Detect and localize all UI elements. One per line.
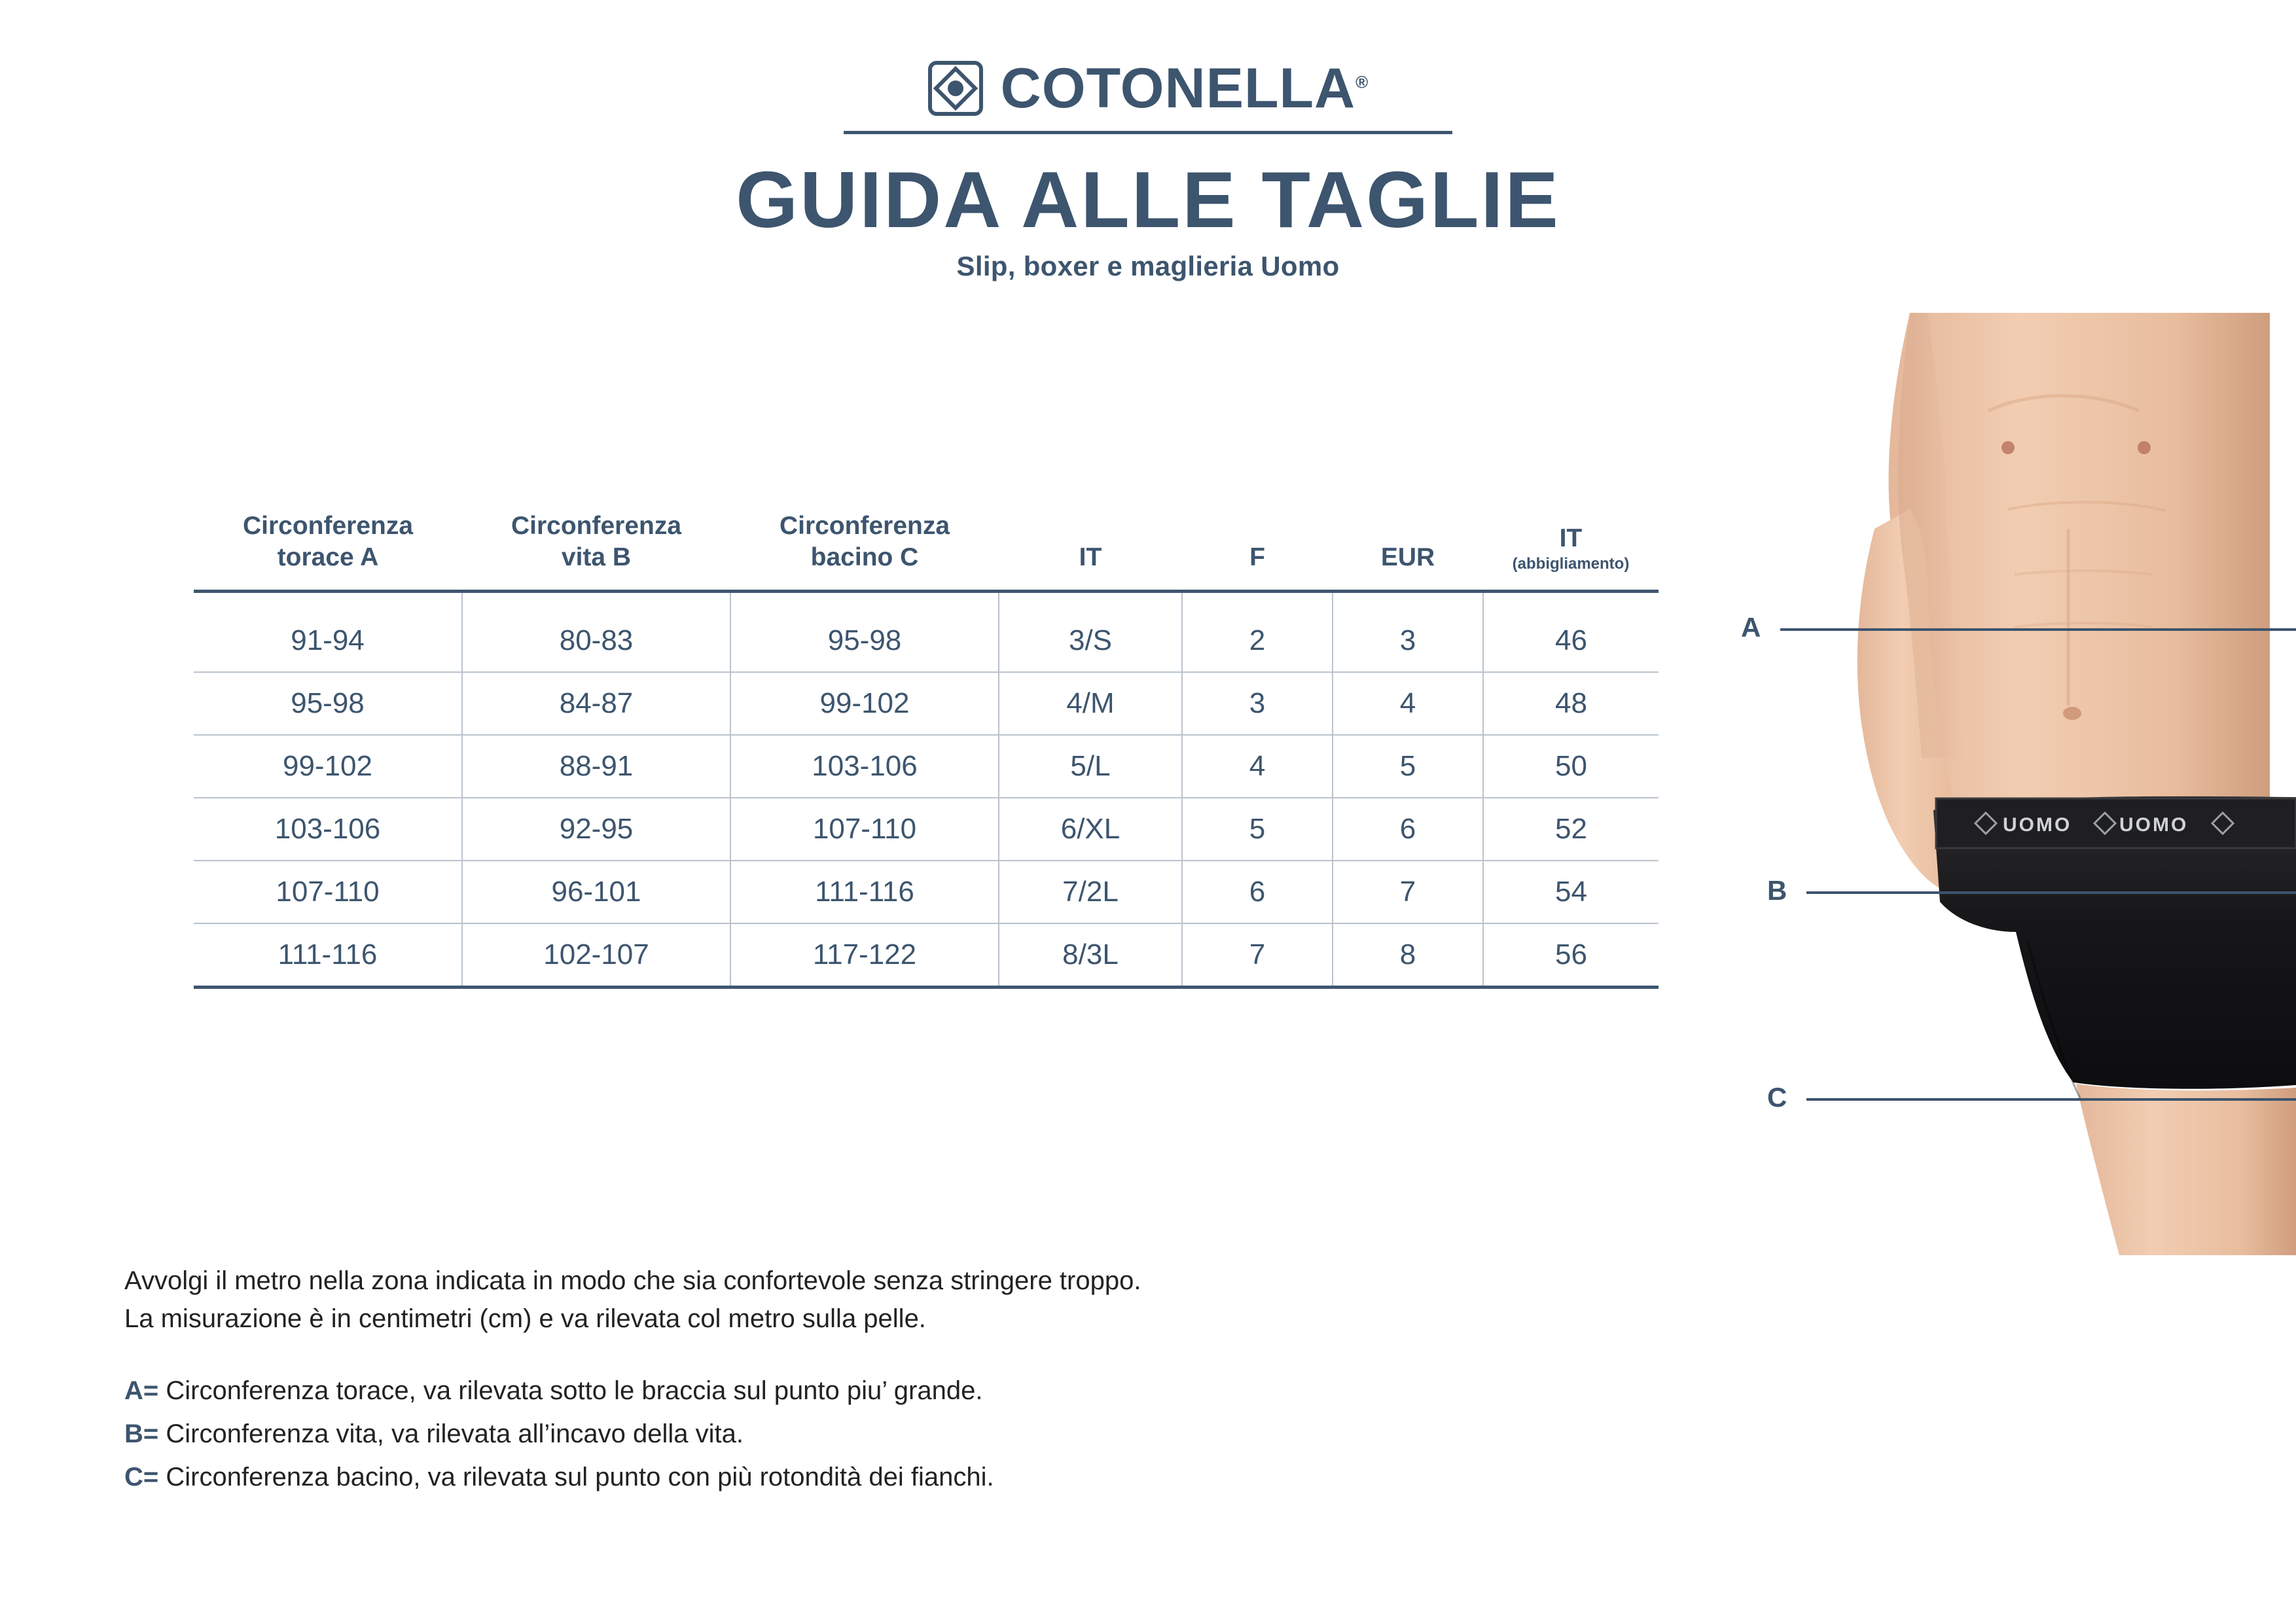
cell-it-abbigliamento: 50: [1483, 735, 1659, 798]
cell-hip: 99-102: [730, 672, 999, 735]
cell-f: 7: [1182, 923, 1333, 988]
column-header-it: IT: [1079, 543, 1102, 571]
cell-waist: 80-83: [462, 592, 730, 673]
cell-waist: 102-107: [462, 923, 730, 988]
cell-f: 2: [1182, 592, 1333, 673]
legend-item-a: [124, 1373, 1695, 1408]
cell-chest: 111-116: [278, 938, 378, 971]
cell-it-abbigliamento: 46: [1483, 592, 1659, 673]
cell-f: 3: [1182, 672, 1333, 735]
cell-waist: 84-87: [462, 672, 730, 735]
page-subtitle: Slip, boxer e maglieria Uomo: [956, 251, 1340, 282]
cell-it: 7/2L: [999, 861, 1182, 923]
cell-it-abbigliamento: 54: [1483, 861, 1659, 923]
cell-eur: 7: [1333, 861, 1483, 923]
instruction-line-1: Avvolgi il metro nella zona indicata in modo che sia confortevole senza stringere troppo.: [124, 1266, 1141, 1295]
column-header-f: F: [1249, 543, 1265, 571]
cell-it: 8/3L: [999, 923, 1182, 988]
legend-key-b: B=: [124, 1419, 159, 1448]
cell-chest: 91-94: [291, 624, 365, 657]
size-table-head: [194, 510, 1659, 592]
cell-it: 6/XL: [999, 798, 1182, 861]
cell-it-abbigliamento: 48: [1483, 672, 1659, 735]
cell-eur: 3: [1333, 592, 1483, 673]
column-header-hip: Circonferenza bacino C: [779, 512, 950, 571]
table-row: [194, 735, 1659, 798]
cell-eur: 6: [1333, 798, 1483, 861]
cell-eur: 8: [1333, 923, 1483, 988]
table-row: [194, 861, 1659, 923]
cell-waist: 92-95: [462, 798, 730, 861]
waistband-logo-text-2: UOMO: [2119, 814, 2189, 836]
measure-line-a: [1780, 628, 2296, 631]
measure-label-a: A: [1741, 612, 1761, 643]
cell-hip: 111-116: [730, 861, 999, 923]
cell-it-abbigliamento: 56: [1483, 923, 1659, 988]
cell-f: 4: [1182, 735, 1333, 798]
legend-key-c: C=: [124, 1463, 159, 1491]
instruction-line-2: La misurazione è in centimetri (cm) e va rilevata col metro sulla pelle.: [124, 1304, 926, 1333]
legend-item-b: [124, 1416, 1695, 1452]
cell-hip: 107-110: [730, 798, 999, 861]
page-title: GUIDA ALLE TAGLIE: [736, 155, 1560, 244]
measure-label-b: B: [1767, 875, 1787, 906]
cell-chest: 99-102: [282, 750, 372, 783]
waistband-logo-text-1: UOMO: [2003, 814, 2072, 836]
header-divider: [844, 131, 1452, 134]
cell-it: 4/M: [999, 672, 1182, 735]
instructions-block: [124, 1263, 1695, 1503]
legend-block: [124, 1373, 1695, 1495]
measure-line-b: [1806, 891, 2296, 894]
table-row: [194, 592, 1659, 673]
table-row: [194, 923, 1659, 988]
page-header: [0, 0, 2296, 282]
cell-it: 5/L: [999, 735, 1182, 798]
cell-eur: 4: [1333, 672, 1483, 735]
column-header-chest: Circonferenza torace A: [242, 512, 414, 571]
column-header-it-abbigliamento: IT (abbigliamento): [1512, 524, 1630, 573]
cotonella-diamond-logo-icon: [927, 60, 984, 116]
cell-waist: 96-101: [462, 861, 730, 923]
cell-chest: 107-110: [276, 876, 380, 908]
size-table: [194, 510, 1659, 989]
legend-key-a: A=: [124, 1376, 159, 1405]
cell-chest: 95-98: [291, 687, 365, 720]
cell-f: 6: [1182, 861, 1333, 923]
column-header-waist: Circonferenza vita B: [511, 512, 682, 571]
cell-it-abbigliamento: 52: [1483, 798, 1659, 861]
table-row: [194, 798, 1659, 861]
size-table-container: [194, 510, 1659, 989]
cell-hip: 95-98: [730, 592, 999, 673]
legend-text-a: Circonferenza torace, va rilevata sotto le braccia sul punto piu’ grande.: [166, 1376, 983, 1405]
cell-hip: 103-106: [730, 735, 999, 798]
measure-label-c: C: [1767, 1082, 1787, 1113]
registered-mark: ®: [1355, 72, 1369, 92]
brand-lockup: [0, 57, 2296, 120]
male-model-photo: [1812, 313, 2296, 1255]
table-header-row: [194, 510, 1659, 592]
legend-text-b: Circonferenza vita, va rilevata all’incavo della vita.: [166, 1419, 744, 1448]
brand-name: COTONELLA®: [1000, 57, 1369, 120]
legend-item-c: [124, 1459, 1695, 1495]
cell-f: 5: [1182, 798, 1333, 861]
size-table-body: [194, 592, 1659, 988]
cell-waist: 88-91: [462, 735, 730, 798]
measure-line-c: [1806, 1098, 2296, 1101]
column-header-eur: EUR: [1380, 543, 1435, 571]
legend-text-c: Circonferenza bacino, va rilevata sul punto con più rotondità dei fianchi.: [166, 1463, 994, 1491]
cell-it: 3/S: [999, 592, 1182, 673]
table-row: [194, 672, 1659, 735]
cell-chest: 103-106: [274, 813, 381, 846]
cell-eur: 5: [1333, 735, 1483, 798]
cell-hip: 117-122: [730, 923, 999, 988]
